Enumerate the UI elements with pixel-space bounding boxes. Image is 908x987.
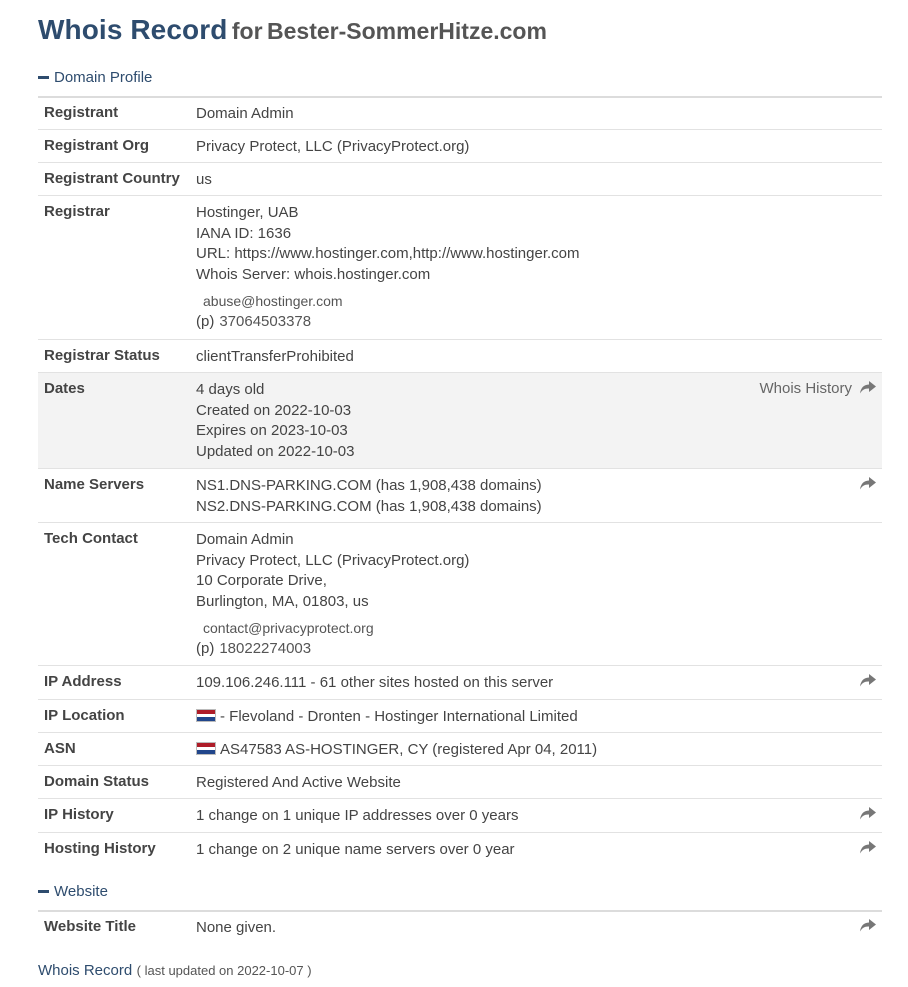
domain-status-value: Registered And Active Website — [196, 774, 401, 791]
hosting-history-value: 1 change on 2 unique name servers over 0 year — [196, 841, 515, 858]
share-arrow-icon[interactable] — [860, 919, 876, 932]
asn-text: AS47583 AS-HOSTINGER, CY (registered Apr 04, 2011) — [220, 741, 598, 758]
tech-contact-email: contact@privacyprotect.org — [203, 619, 374, 636]
website-toggle[interactable] — [38, 883, 108, 900]
row-dates — [38, 373, 882, 469]
domain-profile-heading: Domain Profile — [54, 69, 153, 86]
registrar-status-value: clientTransferProhibited — [196, 348, 354, 365]
title-for: for — [231, 18, 263, 44]
ip-address-value[interactable]: 109.106.246.111 - 61 other sites hosted on this server — [196, 674, 554, 691]
registrant-org-label: Registrant Org — [44, 137, 150, 154]
website-title-label: Website Title — [44, 918, 136, 935]
row-ip-location — [38, 700, 882, 733]
registrant-label: Registrant — [44, 104, 119, 121]
tech-contact-street: 10 Corporate Drive, — [196, 572, 327, 590]
ip-location-label: IP Location — [44, 707, 125, 724]
footer-updated-note: ( last updated on 2022-10-07 ) — [136, 963, 312, 978]
asn-value — [196, 740, 597, 761]
row-registrar — [38, 196, 882, 340]
footer-title: Whois Record — [38, 962, 133, 979]
dates-label: Dates — [44, 380, 85, 397]
ip-location-value — [196, 707, 578, 728]
row-website-title — [38, 911, 882, 943]
dates-age: 4 days old — [196, 381, 265, 398]
share-arrow-icon[interactable] — [860, 807, 876, 820]
registrar-name: Hostinger, UAB — [196, 204, 299, 221]
tech-contact-name: Domain Admin — [196, 531, 294, 548]
row-ip-address — [38, 666, 882, 700]
tech-contact-value — [196, 530, 469, 659]
row-registrant-org — [38, 130, 882, 163]
registrar-status-label: Registrar Status — [44, 347, 160, 364]
phone-prefix: (p) — [196, 639, 215, 657]
dates-expires: Expires on 2023-10-03 — [196, 422, 348, 440]
ip-location-text: - Flevoland - Dronten - Hostinger International Limited — [220, 708, 578, 725]
registrar-value — [196, 203, 580, 332]
row-registrar-status — [38, 340, 882, 373]
title-domain: Bester-SommerHitze.com — [267, 18, 547, 44]
registrant-org-value: Privacy Protect, LLC (PrivacyProtect.org) — [196, 138, 470, 155]
registrant-value: Domain Admin — [196, 105, 294, 122]
phone-prefix: (p) — [196, 312, 215, 330]
name-server-2[interactable]: NS2.DNS-PARKING.COM (has 1,908,438 domains) — [196, 497, 542, 515]
collapse-icon — [38, 890, 49, 893]
registrar-whois-server: Whois Server: whois.hostinger.com — [196, 266, 431, 284]
footer — [38, 962, 312, 980]
registrant-country-value: us — [196, 171, 212, 188]
share-arrow-icon[interactable] — [860, 674, 876, 687]
registrar-url: URL: https://www.hostinger.com,http://www.hostinger.com — [196, 245, 580, 263]
netherlands-flag-icon — [196, 709, 216, 722]
row-tech-contact — [38, 523, 882, 666]
registrar-phone — [196, 312, 580, 333]
ip-history-label: IP History — [44, 806, 114, 823]
netherlands-flag-icon — [196, 742, 216, 755]
share-arrow-icon[interactable] — [860, 841, 876, 854]
name-servers-label: Name Servers — [44, 476, 145, 493]
domain-status-label: Domain Status — [44, 773, 150, 790]
whois-history-link[interactable]: Whois History — [759, 380, 852, 397]
row-hosting-history — [38, 833, 882, 865]
asn-label: ASN — [44, 740, 76, 757]
tech-contact-city: Burlington, MA, 01803, us — [196, 593, 369, 611]
name-servers-value — [196, 476, 542, 517]
dates-updated: Updated on 2022-10-03 — [196, 443, 355, 461]
dates-value — [196, 380, 354, 463]
registrar-email: abuse@hostinger.com — [203, 292, 343, 309]
tech-contact-org: Privacy Protect, LLC (PrivacyProtect.org) — [196, 551, 470, 569]
hosting-history-label: Hosting History — [44, 840, 156, 857]
row-registrant — [38, 97, 882, 130]
registrar-label: Registrar — [44, 203, 110, 220]
row-domain-status — [38, 766, 882, 799]
tech-contact-phone — [196, 639, 469, 660]
website-title-value: None given. — [196, 919, 277, 936]
collapse-icon — [38, 76, 49, 79]
title-main: Whois Record — [38, 14, 228, 45]
domain-profile-toggle[interactable] — [38, 69, 152, 86]
phone-number: 18022274003 — [219, 639, 312, 657]
registrant-country-label: Registrant Country — [44, 170, 180, 187]
row-name-servers — [38, 469, 882, 523]
registrar-iana: IANA ID: 1636 — [196, 224, 292, 242]
share-arrow-icon[interactable] — [860, 477, 876, 490]
ip-address-label: IP Address — [44, 673, 122, 690]
phone-number: 37064503378 — [219, 312, 312, 330]
name-server-1[interactable]: NS1.DNS-PARKING.COM (has 1,908,438 domains) — [196, 477, 542, 494]
tech-contact-label: Tech Contact — [44, 530, 138, 547]
ip-history-value: 1 change on 1 unique IP addresses over 0 years — [196, 807, 519, 824]
row-ip-history — [38, 799, 882, 833]
dates-created: Created on 2022-10-03 — [196, 401, 352, 419]
share-arrow-icon[interactable] — [860, 381, 876, 394]
row-asn — [38, 733, 882, 766]
website-heading: Website — [54, 883, 108, 900]
page-title — [38, 14, 547, 46]
row-registrant-country — [38, 163, 882, 196]
